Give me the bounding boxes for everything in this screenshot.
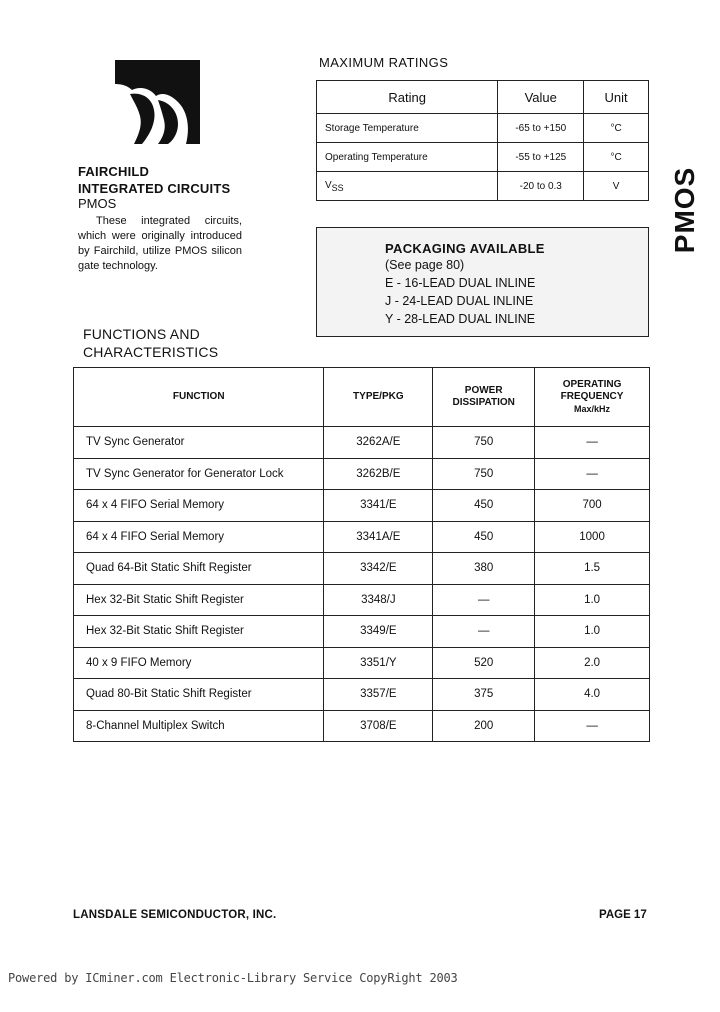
- function-cell: Quad 64-Bit Static Shift Register: [74, 553, 324, 585]
- power-cell: 450: [433, 521, 535, 553]
- company-name: [78, 163, 230, 197]
- fairchild-logo-icon: [112, 58, 204, 150]
- header-power: [433, 368, 535, 427]
- power-cell: 380: [433, 553, 535, 585]
- table-row: [74, 490, 650, 522]
- type-cell: 3351/Y: [324, 647, 433, 679]
- function-cell: 64 x 4 FIFO Serial Memory: [74, 521, 324, 553]
- frequency-cell: 1.0: [535, 584, 650, 616]
- power-cell: 375: [433, 679, 535, 711]
- rating-label: [317, 172, 498, 201]
- frequency-cell: 1000: [535, 521, 650, 553]
- header-freq-unit: Max/kHz: [574, 404, 611, 414]
- type-cell: 3262A/E: [324, 427, 433, 459]
- power-cell: 750: [433, 458, 535, 490]
- ratings-header-rating: Rating: [317, 81, 498, 114]
- header-freq-line-2: FREQUENCY: [560, 391, 624, 402]
- type-cell: 3341A/E: [324, 521, 433, 553]
- intro-paragraph: These integrated circuits, which were originally introduced by Fairchild, utilize PMOS silicon gate technology.: [78, 215, 242, 272]
- function-cell: Quad 80-Bit Static Shift Register: [74, 679, 324, 711]
- type-cell: 3357/E: [324, 679, 433, 711]
- table-row: [74, 616, 650, 648]
- functions-title-line-1: FUNCTIONS AND: [83, 326, 200, 342]
- power-cell: 750: [433, 427, 535, 459]
- type-cell: 3262B/E: [324, 458, 433, 490]
- rating-symbol: V: [325, 179, 332, 191]
- type-cell: 3348/J: [324, 584, 433, 616]
- packaging-line: (See page 80): [385, 258, 465, 272]
- header-power-line-1: POWER: [464, 385, 503, 396]
- ratings-header-value: Value: [498, 81, 584, 114]
- header-power-line-2: DISSIPATION: [452, 397, 515, 408]
- table-row: [74, 521, 650, 553]
- function-cell: Hex 32-Bit Static Shift Register: [74, 584, 324, 616]
- ratings-header-row: [317, 81, 649, 114]
- packaging-title: PACKAGING AVAILABLE: [385, 241, 545, 256]
- frequency-cell: —: [535, 458, 650, 490]
- table-row: [74, 710, 650, 742]
- functions-header-row: [74, 368, 650, 427]
- technology-family: PMOS: [78, 196, 117, 211]
- frequency-cell: —: [535, 427, 650, 459]
- table-row: [74, 647, 650, 679]
- rating-unit: °C: [584, 114, 649, 143]
- rating-unit: V: [584, 172, 649, 201]
- function-cell: 8-Channel Multiplex Switch: [74, 710, 324, 742]
- power-cell: 200: [433, 710, 535, 742]
- type-cell: 3349/E: [324, 616, 433, 648]
- function-cell: 40 x 9 FIFO Memory: [74, 647, 324, 679]
- functions-title-line-2: CHARACTERISTICS: [83, 344, 219, 360]
- packaging-line: Y - 28-LEAD DUAL INLINE: [385, 312, 536, 326]
- company-line-2: INTEGRATED CIRCUITS: [78, 181, 231, 196]
- header-freq-line-1: OPERATING: [562, 379, 622, 390]
- rating-value: -55 to +125: [498, 143, 584, 172]
- side-tab: [648, 158, 718, 258]
- max-ratings-title: MAXIMUM RATINGS: [319, 55, 449, 70]
- rating-unit: °C: [584, 143, 649, 172]
- frequency-cell: 2.0: [535, 647, 650, 679]
- frequency-cell: 1.0: [535, 616, 650, 648]
- footer-company: LANSDALE SEMICONDUCTOR, INC.: [73, 909, 277, 921]
- max-ratings-table: [316, 80, 649, 201]
- power-cell: 450: [433, 490, 535, 522]
- power-cell: —: [433, 616, 535, 648]
- type-cell: 3708/E: [324, 710, 433, 742]
- frequency-cell: 4.0: [535, 679, 650, 711]
- header-type: TYPE/PKG: [324, 368, 433, 427]
- functions-table: [73, 367, 650, 742]
- company-line-1: FAIRCHILD: [78, 164, 150, 179]
- side-tab-label: PMOS: [669, 166, 701, 254]
- table-row: [74, 679, 650, 711]
- table-row: [74, 458, 650, 490]
- header-function: FUNCTION: [74, 368, 324, 427]
- rating-value: -20 to 0.3: [498, 172, 584, 201]
- rating-subscript: SS: [331, 182, 344, 193]
- frequency-cell: 700: [535, 490, 650, 522]
- table-row: [74, 553, 650, 585]
- frequency-cell: —: [535, 710, 650, 742]
- power-cell: 520: [433, 647, 535, 679]
- function-cell: TV Sync Generator: [74, 427, 324, 459]
- powered-by-note: Powered by ICminer.com Electronic-Library Service CopyRight 2003: [8, 971, 458, 985]
- rating-value: -65 to +150: [498, 114, 584, 143]
- functions-title: [83, 325, 218, 361]
- rating-label: Operating Temperature: [317, 143, 498, 172]
- power-cell: —: [433, 584, 535, 616]
- ratings-row: [317, 143, 649, 172]
- frequency-cell: 1.5: [535, 553, 650, 585]
- rating-label: Storage Temperature: [317, 114, 498, 143]
- ratings-row: [317, 114, 649, 143]
- type-cell: 3342/E: [324, 553, 433, 585]
- packaging-line: J - 24-LEAD DUAL INLINE: [385, 294, 534, 308]
- function-cell: TV Sync Generator for Generator Lock: [74, 458, 324, 490]
- function-cell: 64 x 4 FIFO Serial Memory: [74, 490, 324, 522]
- type-cell: 3341/E: [324, 490, 433, 522]
- header-frequency: [535, 368, 650, 427]
- ratings-row: [317, 172, 649, 201]
- packaging-line: E - 16-LEAD DUAL INLINE: [385, 276, 536, 290]
- table-row: [74, 584, 650, 616]
- ratings-header-unit: Unit: [584, 81, 649, 114]
- table-row: [74, 427, 650, 459]
- function-cell: Hex 32-Bit Static Shift Register: [74, 616, 324, 648]
- page-number: PAGE 17: [599, 909, 647, 921]
